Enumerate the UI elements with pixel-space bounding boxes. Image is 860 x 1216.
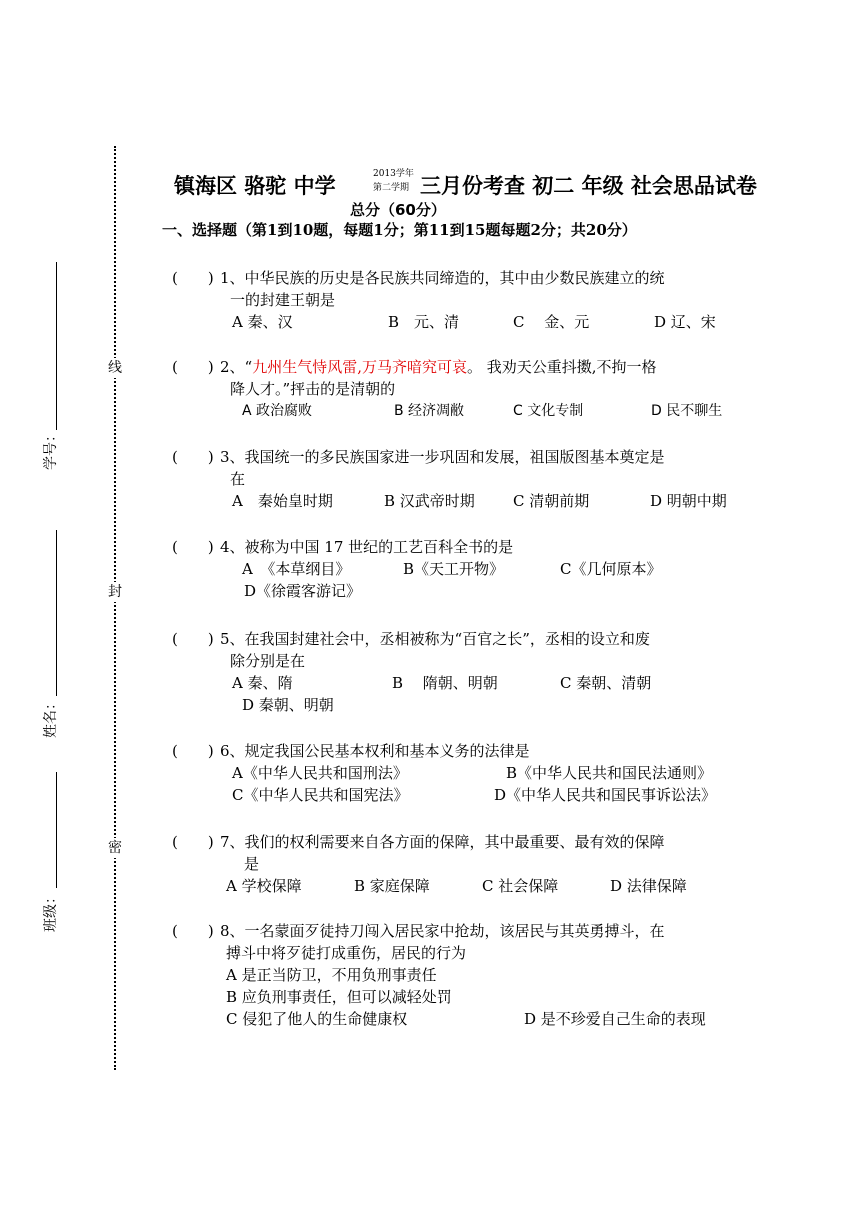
option-d: D 法律保障 <box>610 877 687 895</box>
answer-blank[interactable]: ( ) <box>172 358 214 376</box>
class-label: 班级： <box>43 890 59 932</box>
option-c: C《几何原本》 <box>560 560 662 578</box>
question-quote-red: 九州生气恃风雷,万马齐喑究可哀 <box>252 358 467 376</box>
answer-blank[interactable]: ( ) <box>172 630 214 648</box>
question-2 <box>172 356 742 422</box>
option-a: A 秦、隋 <box>232 674 293 692</box>
option-d: D 是不珍爱自己生命的表现 <box>524 1010 706 1028</box>
name-label: 姓名： <box>43 696 59 738</box>
question-stem-suffix: 。 我劝天公重抖擞,不拘一格 <box>467 358 657 376</box>
name-line[interactable] <box>56 530 57 696</box>
question-1 <box>172 267 742 333</box>
option-c: C《中华人民共和国宪法》 <box>232 786 409 804</box>
question-3 <box>172 446 742 512</box>
school-year: 2013学年 <box>373 169 414 179</box>
option-a: A《中华人民共和国刑法》 <box>232 764 408 782</box>
option-d: D 明朝中期 <box>650 492 727 510</box>
bind-mark-mi: 密 <box>108 840 122 856</box>
option-b: B 隋朝、明朝 <box>392 674 498 692</box>
question-stem: 4、被称为中国 17 世纪的工艺百科全书的是 <box>220 538 514 556</box>
answer-blank[interactable]: ( ) <box>172 742 214 760</box>
option-b: B 应负刑事责任，但可以减轻处罚 <box>226 988 452 1006</box>
option-d: D 秦朝、明朝 <box>242 696 334 714</box>
question-stem: 3、我国统一的多民族国家进一步巩固和发展，祖国版图基本奠定是 <box>220 448 665 466</box>
question-4 <box>172 536 742 602</box>
question-6 <box>172 740 742 806</box>
class-line[interactable] <box>56 772 57 888</box>
question-stem-cont: 在 <box>230 470 246 488</box>
answer-blank[interactable]: ( ) <box>172 269 214 287</box>
option-a: A 秦始皇时期 <box>232 492 333 510</box>
bind-mark-xian: 线 <box>108 360 122 376</box>
question-stem: 8、一名蒙面歹徒持刀闯入居民家中抢劫，该居民与其英勇搏斗，在 <box>220 922 665 940</box>
section-title: 一、选择题（第1到10题，每题1分；第11到15题每题2分；共20分） <box>162 221 637 239</box>
school-name: 镇海区 骆驼 中学 <box>174 174 336 198</box>
school-term: 第二学期 <box>373 183 410 193</box>
exam-title <box>174 166 774 206</box>
question-7 <box>172 831 742 897</box>
bind-mark-feng: 封 <box>108 584 122 600</box>
exam-name: 三月份考查 初二 年级 社会思品试卷 <box>420 174 757 198</box>
option-d: D 民不聊生 <box>651 403 723 419</box>
option-a: A 学校保障 <box>226 877 302 895</box>
question-stem-cont: 搏斗中将歹徒打成重伤，居民的行为 <box>226 944 467 962</box>
question-stem: 5、在我国封建社会中，丞相被称为“百官之长”，丞相的设立和废 <box>220 630 650 648</box>
question-stem-prefix: 2、“ <box>220 358 253 376</box>
student-id-line[interactable] <box>56 262 57 430</box>
option-a: A 《本草纲目》 <box>242 560 351 578</box>
option-b: B 元、清 <box>388 313 460 331</box>
question-8 <box>172 920 742 1030</box>
binding-dotted-line <box>114 146 116 1070</box>
option-d: D 辽、宋 <box>654 313 716 331</box>
option-c: C 清朝前期 <box>513 492 590 510</box>
option-a: A 是正当防卫，不用负刑事责任 <box>226 966 437 984</box>
option-b: B 汉武帝时期 <box>384 492 475 510</box>
option-d: D《徐霞客游记》 <box>244 582 362 600</box>
total-score: 总分（60分） <box>350 201 446 219</box>
question-stem: 1、中华民族的历史是各民族共同缔造的，其中由少数民族建立的统 <box>220 269 665 287</box>
option-b: B《天工开物》 <box>403 560 505 578</box>
answer-blank[interactable]: ( ) <box>172 448 214 466</box>
option-a: A 秦、汉 <box>232 313 293 331</box>
option-b: B 经济凋敝 <box>394 403 465 419</box>
option-b: B《中华人民共和国民法通则》 <box>506 764 713 782</box>
option-c: C 金、元 <box>513 313 590 331</box>
question-stem-cont: 是 <box>244 855 260 873</box>
question-stem-cont: 降人才。”抨击的是清朝的 <box>230 380 396 398</box>
option-d: D《中华人民共和国民事诉讼法》 <box>494 786 717 804</box>
option-c: C 秦朝、清朝 <box>560 674 652 692</box>
question-stem: 7、我们的权利需要来自各方面的保障，其中最重要、最有效的保障 <box>220 833 665 851</box>
question-5 <box>172 628 742 716</box>
option-a: A 政治腐败 <box>242 403 313 419</box>
question-stem: 6、规定我国公民基本权利和基本义务的法律是 <box>220 742 530 760</box>
option-c: C 文化专制 <box>513 403 584 419</box>
answer-blank[interactable]: ( ) <box>172 922 214 940</box>
option-b: B 家庭保障 <box>354 877 430 895</box>
answer-blank[interactable]: ( ) <box>172 833 214 851</box>
question-stem-cont: 除分别是在 <box>230 652 306 670</box>
option-c: C 侵犯了他人的生命健康权 <box>226 1010 408 1028</box>
option-c: C 社会保障 <box>482 877 559 895</box>
student-id-label: 学号： <box>43 428 59 470</box>
answer-blank[interactable]: ( ) <box>172 538 214 556</box>
question-stem-cont: 一的封建王朝是 <box>230 291 336 309</box>
